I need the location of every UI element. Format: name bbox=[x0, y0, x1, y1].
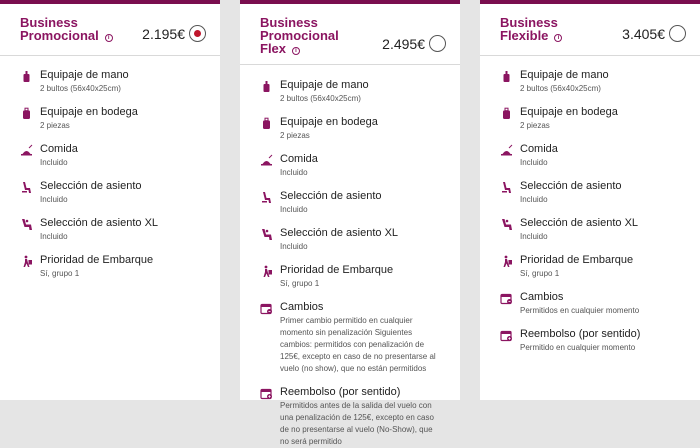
checked-bag-icon bbox=[500, 107, 513, 120]
feature-description: 2 bultos (56x40x25cm) bbox=[520, 84, 601, 93]
refund-icon bbox=[500, 329, 513, 342]
fare-radio-button[interactable] bbox=[669, 25, 686, 42]
feature-item bbox=[500, 180, 680, 206]
feature-item bbox=[260, 301, 440, 375]
feature-title: Equipaje de mano bbox=[280, 79, 369, 91]
fare-header bbox=[240, 4, 460, 65]
feature-title: Equipaje de mano bbox=[40, 69, 129, 81]
feature-title: Selección de asiento bbox=[520, 180, 622, 192]
fare-name bbox=[260, 16, 385, 55]
checked-bag-icon bbox=[20, 107, 33, 120]
feature-item bbox=[20, 106, 200, 132]
seat-icon bbox=[500, 181, 513, 194]
feature-item bbox=[500, 254, 680, 280]
feature-item bbox=[20, 217, 200, 243]
fare-card-business-promocional[interactable] bbox=[0, 0, 220, 400]
feature-description: Incluido bbox=[520, 158, 548, 167]
feature-title: Cambios bbox=[280, 301, 324, 313]
feature-description: Incluido bbox=[280, 205, 308, 214]
feature-item bbox=[260, 227, 440, 253]
feature-title: Equipaje en bodega bbox=[40, 106, 138, 118]
feature-item bbox=[20, 254, 200, 280]
feature-item bbox=[260, 79, 440, 105]
feature-title: Comida bbox=[280, 153, 318, 165]
changes-icon bbox=[500, 292, 513, 305]
feature-item bbox=[260, 116, 440, 142]
feature-description: Permitidos antes de la salida del vuelo con una penalización de 125€, excepto en caso de no presentarse al vuelo (No-Show), que no será permitido bbox=[280, 401, 434, 446]
feature-title: Reembolso (por sentido) bbox=[280, 386, 401, 398]
feature-description: Incluido bbox=[520, 232, 548, 241]
changes-icon bbox=[260, 302, 273, 315]
feature-description: 2 piezas bbox=[520, 121, 550, 130]
feature-title: Selección de asiento XL bbox=[520, 217, 639, 229]
feature-description: 2 bultos (56x40x25cm) bbox=[280, 94, 361, 103]
seat-xl-icon bbox=[500, 218, 513, 231]
feature-item bbox=[260, 264, 440, 290]
feature-description: Incluido bbox=[280, 242, 308, 251]
fare-name-line2: Promocional bbox=[20, 28, 99, 43]
feature-item bbox=[20, 69, 200, 95]
fare-name-line1: Business bbox=[260, 15, 318, 30]
feature-description: 2 piezas bbox=[40, 121, 70, 130]
fare-header bbox=[480, 4, 700, 56]
feature-description: Sí, grupo 1 bbox=[520, 269, 560, 278]
feature-item bbox=[500, 143, 680, 169]
fare-radio-button[interactable] bbox=[429, 35, 446, 52]
seat-xl-icon bbox=[20, 218, 33, 231]
fare-card-business-promocional-flex[interactable] bbox=[240, 0, 460, 446]
feature-description: 2 piezas bbox=[280, 131, 310, 140]
feature-title: Equipaje de mano bbox=[520, 69, 609, 81]
info-icon[interactable]: i bbox=[105, 34, 113, 42]
feature-title: Prioridad de Embarque bbox=[40, 254, 154, 266]
feature-item bbox=[500, 217, 680, 243]
feature-description: Incluido bbox=[40, 232, 68, 241]
feature-title: Selección de asiento bbox=[40, 180, 142, 192]
fare-card-business-flexible[interactable] bbox=[480, 0, 700, 400]
info-icon[interactable]: i bbox=[554, 34, 562, 42]
hand-luggage-icon bbox=[20, 70, 33, 83]
refund-icon bbox=[260, 387, 273, 400]
feature-description: Sí, grupo 1 bbox=[40, 269, 80, 278]
feature-item bbox=[500, 291, 680, 317]
feature-list bbox=[480, 56, 700, 354]
feature-title: Prioridad de Embarque bbox=[520, 254, 634, 266]
fare-name bbox=[500, 16, 625, 42]
fare-price: 3.405€ bbox=[622, 26, 665, 42]
feature-description: Incluido bbox=[520, 195, 548, 204]
priority-boarding-icon bbox=[500, 255, 513, 268]
feature-item bbox=[500, 328, 680, 354]
feature-description: Primer cambio permitido en cualquier momento sin penalización Siguientes cambios: permitidos con penalización de 125€, excepto en caso de no presentarse al vuelo (no show), que no están permitidos bbox=[280, 316, 436, 373]
fare-name-line2: Promocional bbox=[260, 28, 339, 43]
fare-name-line2: Flexible bbox=[500, 28, 549, 43]
info-icon[interactable]: i bbox=[292, 47, 300, 55]
feature-title: Selección de asiento XL bbox=[280, 227, 399, 239]
feature-item bbox=[20, 180, 200, 206]
feature-title: Comida bbox=[40, 143, 78, 155]
feature-title: Selección de asiento bbox=[280, 190, 382, 202]
fare-price: 2.495€ bbox=[382, 36, 425, 52]
feature-title: Equipaje en bodega bbox=[280, 116, 378, 128]
seat-xl-icon bbox=[260, 228, 273, 241]
fare-price: 2.195€ bbox=[142, 26, 185, 42]
fare-radio-button[interactable] bbox=[189, 25, 206, 42]
feature-title: Comida bbox=[520, 143, 558, 155]
feature-item bbox=[260, 153, 440, 179]
feature-title: Selección de asiento XL bbox=[40, 217, 159, 229]
priority-boarding-icon bbox=[20, 255, 33, 268]
hand-luggage-icon bbox=[260, 80, 273, 93]
feature-title: Reembolso (por sentido) bbox=[520, 328, 641, 340]
fare-name bbox=[20, 16, 145, 42]
feature-item bbox=[20, 143, 200, 169]
priority-boarding-icon bbox=[260, 265, 273, 278]
feature-item bbox=[260, 190, 440, 216]
feature-description: Incluido bbox=[40, 195, 68, 204]
feature-title: Equipaje en bodega bbox=[520, 106, 618, 118]
feature-description: Sí, grupo 1 bbox=[280, 279, 320, 288]
seat-icon bbox=[20, 181, 33, 194]
meal-icon bbox=[20, 144, 33, 157]
fare-name-line1: Business bbox=[20, 15, 78, 30]
feature-title: Cambios bbox=[520, 291, 564, 303]
fare-name-line3: Flex bbox=[260, 41, 287, 56]
feature-list bbox=[0, 56, 220, 280]
feature-title: Prioridad de Embarque bbox=[280, 264, 394, 276]
meal-icon bbox=[500, 144, 513, 157]
feature-item bbox=[500, 106, 680, 132]
checked-bag-icon bbox=[260, 117, 273, 130]
fare-name-line1: Business bbox=[500, 15, 558, 30]
feature-description: Incluido bbox=[40, 158, 68, 167]
feature-description: Permitidos en cualquier momento bbox=[520, 306, 640, 315]
hand-luggage-icon bbox=[500, 70, 513, 83]
meal-icon bbox=[260, 154, 273, 167]
fare-header bbox=[0, 4, 220, 56]
feature-description: Permitido en cualquier momento bbox=[520, 343, 636, 352]
feature-description: 2 bultos (56x40x25cm) bbox=[40, 84, 121, 93]
seat-icon bbox=[260, 191, 273, 204]
feature-description: Incluido bbox=[280, 168, 308, 177]
feature-item bbox=[260, 386, 440, 448]
feature-list bbox=[240, 65, 460, 448]
feature-item bbox=[500, 69, 680, 95]
